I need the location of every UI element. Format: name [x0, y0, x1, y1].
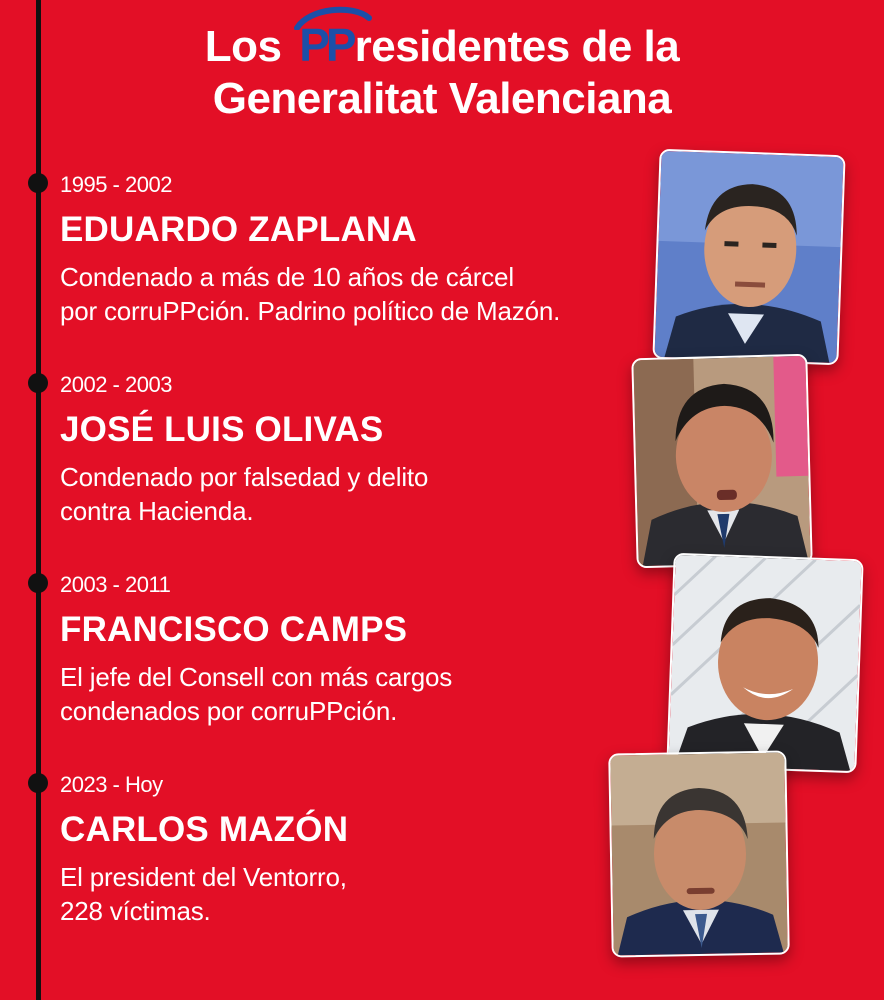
pp-logo-arc-icon [293, 6, 373, 30]
president-entry [60, 172, 560, 328]
entry-name: JOSÉ LUIS OLIVAS [60, 410, 384, 449]
page-title-line-1 [0, 20, 884, 72]
timeline-line [36, 0, 41, 1000]
president-entry [60, 372, 428, 528]
timeline-dot [28, 173, 48, 193]
pp-logo [299, 20, 352, 70]
entry-description [60, 260, 560, 328]
entry-years: 2023 - Hoy [60, 772, 163, 797]
entry-description [60, 660, 452, 728]
entry-years: 1995 - 2002 [60, 172, 172, 197]
president-entry [60, 772, 348, 928]
entry-description-line: 228 víctimas. [60, 896, 211, 926]
entry-years: 2002 - 2003 [60, 372, 172, 397]
entry-description-line: condenados por corruPPción. [60, 696, 398, 726]
timeline-dot [28, 573, 48, 593]
entry-description-line: Condenado por falsedad y delito [60, 462, 429, 492]
portrait-image [654, 151, 843, 363]
portrait-photo [652, 149, 845, 365]
entry-years: 2003 - 2011 [60, 572, 171, 597]
entry-description [60, 860, 348, 928]
portrait-photo [608, 750, 790, 957]
title-prefix: Los [204, 22, 282, 71]
president-entry [60, 572, 452, 728]
entry-description [60, 460, 428, 528]
title-suffix: residentes de la [354, 22, 680, 71]
entry-description-line: Condenado a más de 10 años de cárcel [60, 262, 514, 292]
entry-name: EDUARDO ZAPLANA [60, 210, 417, 249]
timeline-dot [28, 773, 48, 793]
entry-description-line: El president del Ventorro, [60, 862, 347, 892]
entry-description-line: contra Hacienda. [60, 496, 254, 526]
page-title-line-2: Generalitat Valenciana [212, 74, 672, 123]
portrait-image [633, 356, 810, 566]
entry-name: CARLOS MAZÓN [60, 810, 349, 849]
pp-logo-text: PP [299, 19, 353, 71]
entry-description-line: por corruPPción. Padrino político de Mazón. [60, 296, 561, 326]
entry-name: FRANCISCO CAMPS [60, 610, 408, 649]
portrait-image [668, 555, 861, 771]
entry-description-line: El jefe del Consell con más cargos [60, 662, 453, 692]
portrait-photo [666, 553, 863, 774]
portrait-image [610, 752, 787, 955]
timeline-dot [28, 373, 48, 393]
portrait-photo [631, 354, 812, 569]
